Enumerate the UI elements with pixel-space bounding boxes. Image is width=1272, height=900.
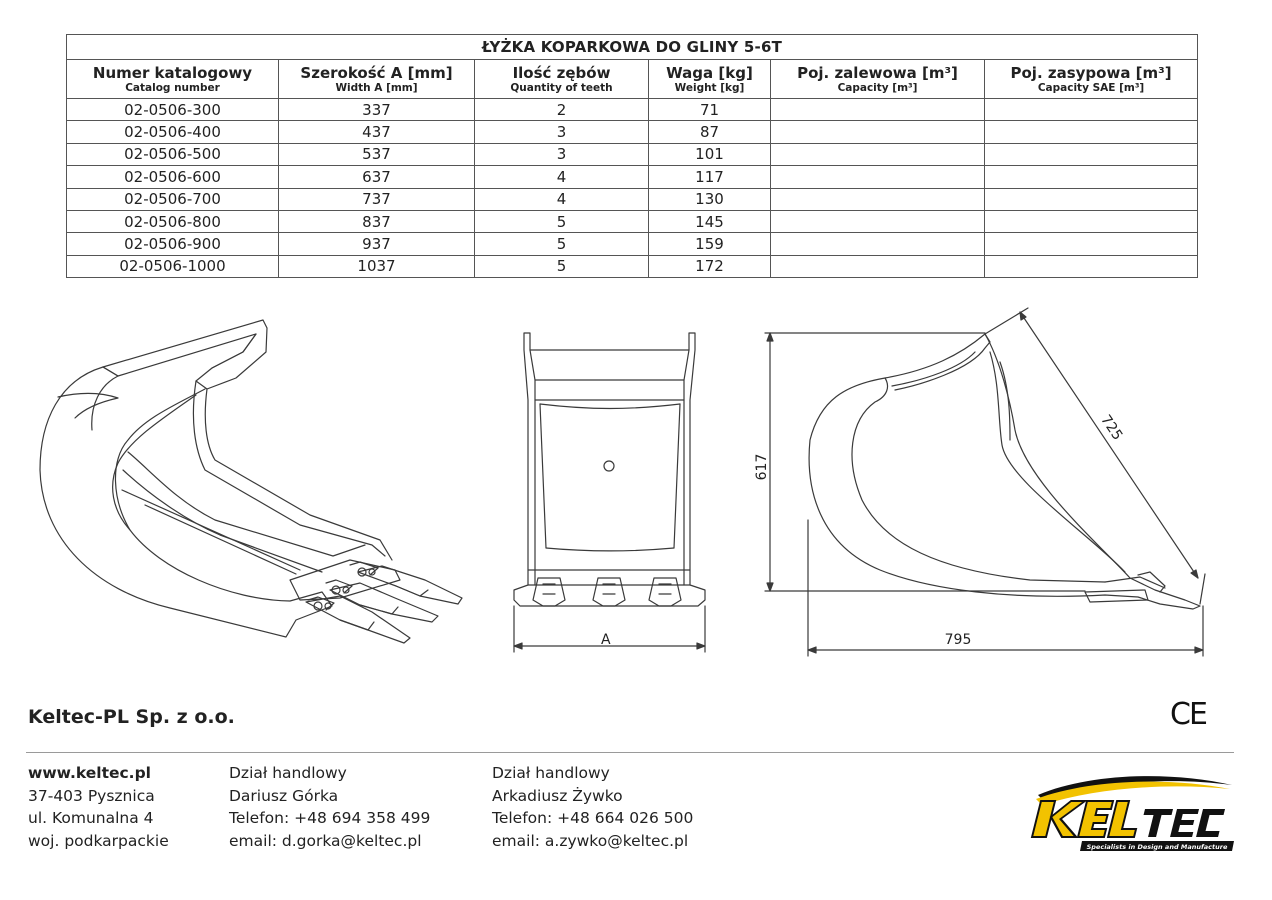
contact-department: Dział handlowy [492,764,610,782]
cell-weight: 117 [649,166,771,188]
cell-width: 437 [279,121,475,143]
cell-catalog: 02-0506-900 [67,233,279,255]
contact-phone: Telefon: +48 664 026 500 [492,809,694,827]
cell-weight: 101 [649,143,771,165]
header-capacity: Poj. zalewowa [m³] Capacity [m³] [771,60,985,99]
website-link[interactable]: www.keltec.pl [28,764,151,782]
cell-teeth: 3 [475,121,649,143]
cell-catalog: 02-0506-800 [67,210,279,232]
cell-width: 937 [279,233,475,255]
cell-weight: 159 [649,233,771,255]
header-width: Szerokość A [mm] Width A [mm] [279,60,475,99]
ce-mark: CE [1170,697,1206,732]
keltec-logo [1020,773,1240,857]
cell-teeth: 4 [475,188,649,210]
svg-text:Specialists in Design and Manu: Specialists in Design and Manufacture [1086,843,1228,851]
contact-name: Dariusz Górka [229,786,339,805]
bucket-isometric-drawing [40,320,462,643]
dim-label-diagonal: 725 [1097,412,1126,444]
cell-catalog: 02-0506-400 [67,121,279,143]
header-weight: Waga [kg] Weight [kg] [649,60,771,99]
sales-contact-2 [492,762,693,852]
contact-email[interactable]: email: a.zywko@keltec.pl [492,831,689,850]
cell-weight: 172 [649,255,771,277]
header-teeth: Ilość zębów Quantity of teeth [475,60,649,99]
cell-weight: 87 [649,121,771,143]
cell-width: 337 [279,99,475,121]
cell-width: 837 [279,210,475,232]
address-line: ul. Komunalna 4 [28,809,154,827]
cell-teeth: 5 [475,255,649,277]
cell-width: 637 [279,166,475,188]
cell-teeth: 5 [475,233,649,255]
contact-department: Dział handlowy [229,764,347,782]
bucket-front-view-drawing [514,333,705,652]
cell-teeth: 3 [475,143,649,165]
dim-label-a: A [601,632,611,648]
cell-catalog: 02-0506-600 [67,166,279,188]
address-line: 37-403 Pysznica [28,786,155,805]
contact-email[interactable]: email: d.gorka@keltec.pl [229,831,422,850]
cell-width: 1037 [279,255,475,277]
bucket-side-view-drawing [765,308,1205,656]
contact-name: Arkadiusz Żywko [492,786,623,805]
cell-catalog: 02-0506-700 [67,188,279,210]
cell-teeth: 2 [475,99,649,121]
cell-weight: 71 [649,99,771,121]
dim-label-height: 617 [754,453,770,481]
cell-width: 737 [279,188,475,210]
address-line: woj. podkarpackie [28,831,169,850]
dim-label-length: 795 [944,632,972,648]
header-capacity-sae: Poj. zasypowa [m³] Capacity SAE [m³] [985,60,1198,99]
cell-weight: 145 [649,210,771,232]
address-block [28,762,169,852]
cell-width: 537 [279,143,475,165]
cell-catalog: 02-0506-1000 [67,255,279,277]
cell-catalog: 02-0506-300 [67,99,279,121]
contact-phone: Telefon: +48 694 358 499 [229,809,431,827]
footer-divider [26,752,1234,753]
cell-catalog: 02-0506-500 [67,143,279,165]
cell-weight: 130 [649,188,771,210]
header-catalog-number: Numer katalogowy Catalog number [67,60,279,99]
sales-contact-1 [229,762,430,852]
company-name: Keltec-PL Sp. z o.o. [28,706,235,728]
cell-teeth: 4 [475,166,649,188]
table-title: ŁYŻKA KOPARKOWA DO GLINY 5-6T [67,35,1198,60]
cell-teeth: 5 [475,210,649,232]
